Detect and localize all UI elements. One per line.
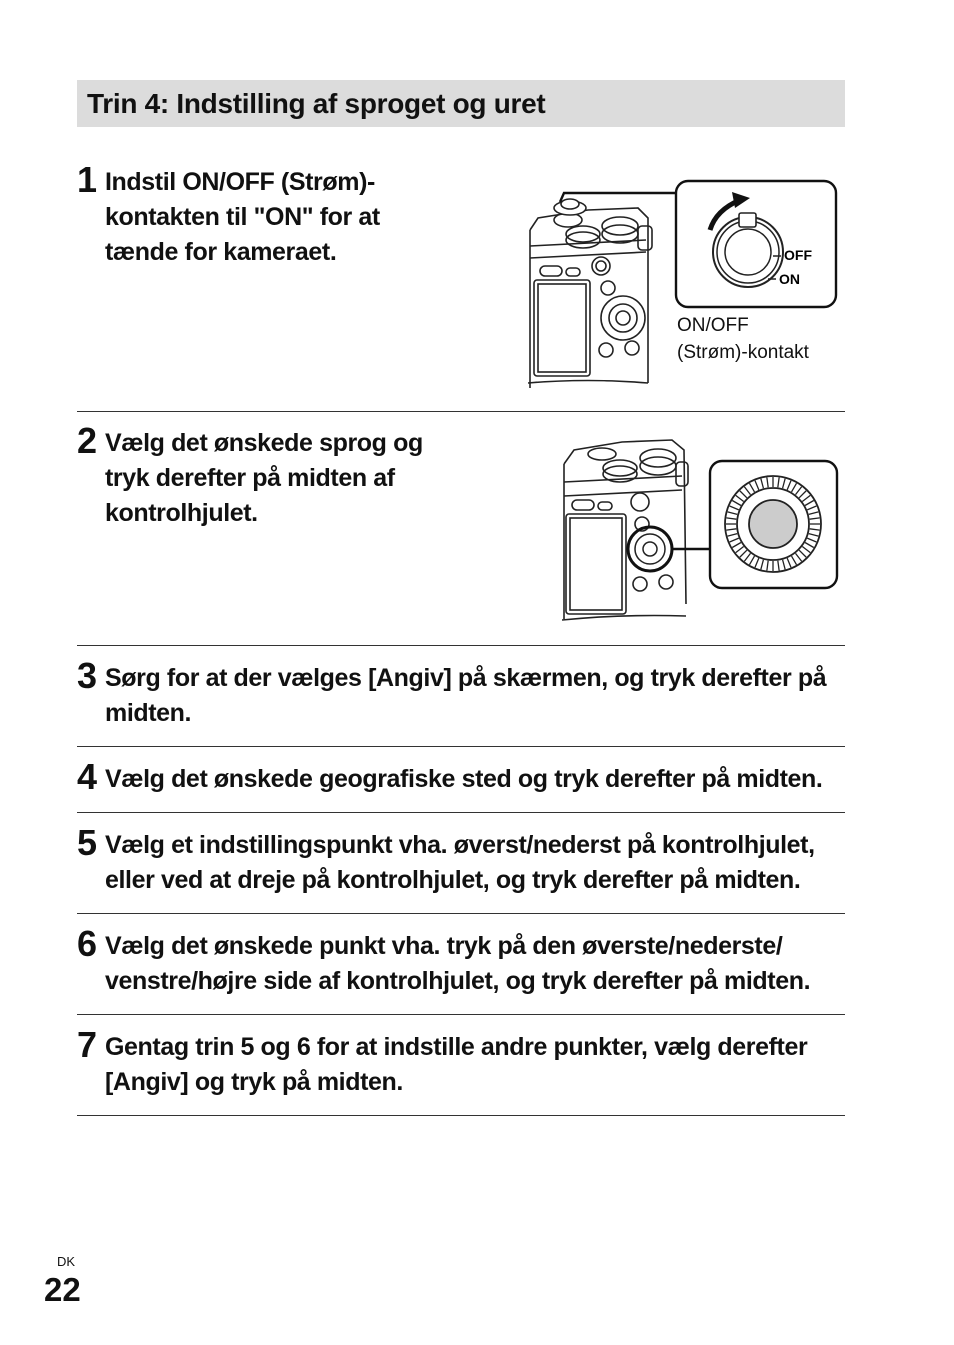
divider — [77, 645, 845, 646]
page-number: 22 — [44, 1271, 81, 1308]
step-text-line: kontrolhjulet. — [105, 499, 258, 527]
step-5 — [77, 822, 845, 900]
step-text-line: midten. — [105, 699, 192, 727]
step-text-line: Vælg det ønskede geografiske sted og tryk derefter på midten. — [105, 765, 823, 793]
step-text-line: Vælg det ønskede sprog og — [105, 429, 423, 457]
switch-off-label: OFF — [784, 247, 812, 263]
step-text-line: Sørg for at der vælges [Angiv] på skærmen, og tryk derefter på — [105, 664, 827, 692]
step-number: 6 — [77, 923, 98, 964]
step-3 — [77, 655, 845, 733]
divider — [77, 1014, 845, 1015]
step-text-line: Vælg det ønskede punkt vha. tryk på den øverste/nederste/ — [105, 932, 783, 960]
divider — [77, 812, 845, 813]
step-number: 2 — [77, 420, 98, 461]
step-text-line: eller ved at dreje på kontrolhjulet, og tryk derefter på midten. — [105, 866, 801, 894]
step-text-line: Gentag trin 5 og 6 for at indstille andre punkter, vælg derefter — [105, 1033, 808, 1061]
step-text-line: kontakten til "ON" for at — [105, 203, 380, 231]
step-text-line: tænde for kameraet. — [105, 238, 337, 266]
step-text-line: venstre/højre side af kontrolhjulet, og tryk derefter på midten. — [105, 967, 811, 995]
figure-caption: ON/OFF — [677, 315, 749, 336]
switch-on-label: ON — [779, 271, 800, 287]
step-number: 3 — [77, 655, 98, 696]
divider — [77, 1115, 845, 1116]
language-code: DK — [57, 1254, 76, 1269]
divider — [77, 746, 845, 747]
section-title: Trin 4: Indstilling af sproget og uret — [77, 80, 845, 127]
step-text-line: [Angiv] og tryk på midten. — [105, 1068, 403, 1096]
control-wheel-illustration — [562, 434, 842, 624]
divider — [77, 913, 845, 914]
step-text-line: Vælg et indstillingspunkt vha. øverst/nederst på kontrolhjulet, — [105, 831, 815, 859]
step-text-line: tryk derefter på midten af — [105, 464, 395, 492]
divider — [77, 411, 845, 412]
step-number: 7 — [77, 1024, 98, 1065]
step-number: 4 — [77, 756, 98, 797]
step-text-line: Indstil ON/OFF (Strøm)- — [105, 168, 375, 196]
step-7 — [77, 1024, 845, 1102]
step-4 — [77, 756, 845, 799]
step-number: 1 — [77, 159, 98, 200]
figure-caption: (Strøm)-kontakt — [677, 342, 809, 363]
step-6 — [77, 923, 845, 1001]
step-number: 5 — [77, 822, 98, 863]
